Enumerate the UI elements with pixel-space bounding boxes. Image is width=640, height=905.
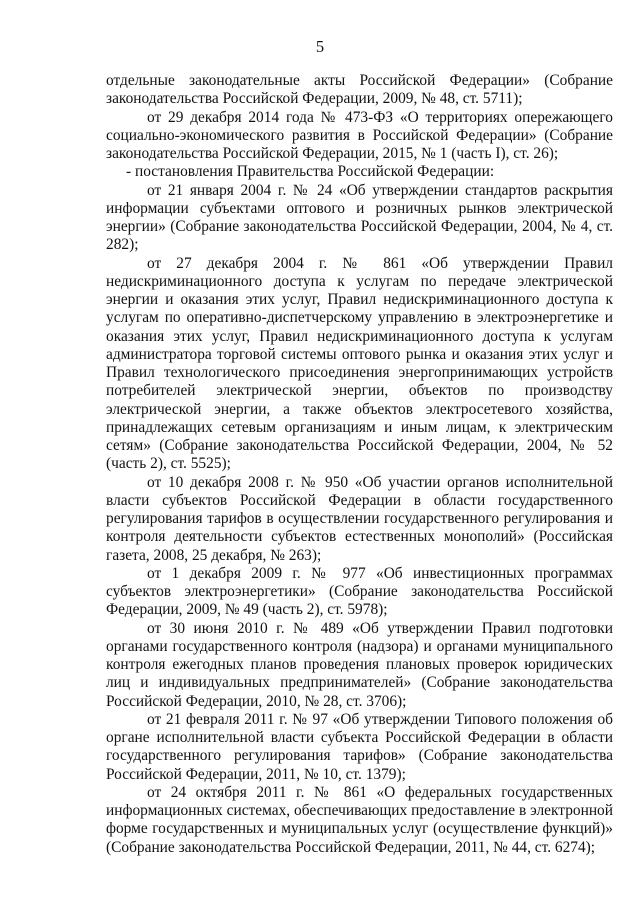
paragraph: отдельные законодательные акты Российской Федерации» (Собрание законодательства Российской Федерации, 2009, № 48, ст. 5711); [106,72,613,108]
page-number: 5 [315,37,325,56]
paragraph: от 21 января 2004 г. № 24 «Об утверждении стандартов раскрытия информации субъектами оптового и розничных рынков электрической энергии» (Собрание законодательства Российской Федерации, 2004, № 4, ст. 282); [106,181,613,254]
paragraph: от 24 октября 2011 г. № 861 «О федеральных государственных информационных системах, обеспечивающих предоставление в электронной форме государственных и муниципальных услуг (осуществление функций)» (Собрание законодательства Российской Федерации, 2011, № 44, ст. 6274); [106,783,613,856]
document-body [106,72,613,857]
paragraph: от 30 июня 2010 г. № 489 «Об утверждении Правил подготовки органами государственного контроля (надзора) и органами муниципального контроля ежегодных планов проведения плановых проверок юридических лиц и индивидуальных предпринимателей» (Собрание законодательства Российской Федерации, 2010, № 28, ст. 3706); [106,619,613,710]
paragraph: от 10 декабря 2008 г. № 950 «Об участии органов исполнительной власти субъектов Российской Федерации в области государственного регулирования тарифов в осуществлении государственного регулирования и контроля деятельности субъектов естественных монополий» (Российская газета, 2008, 25 декабря, № 263); [106,473,613,564]
paragraph: от 29 декабря 2014 года № 473-ФЗ «О территориях опережающего социально-экономического развития в Российской Федерации» (Собрание законодательства Российской Федерации, 2015, № 1 (часть I), ст. 26); [106,108,613,162]
paragraph: - постановления Правительства Российской Федерации: [126,163,495,181]
paragraph: от 27 декабря 2004 г. № 861 «Об утверждении Правил недискриминационного доступа к услугам по передаче электрической энергии и оказания этих услуг, Правил недискриминационного доступа к услугам по оперативно-диспетчерскому управлению в электроэнергетике и оказания этих услуг, Правил недискриминационного доступа к услугам администратора торговой системы оптового рынка и оказания этих услуг и Правил технологического присоединения энергопринимающих устройств потребителей электрической энергии, объектов по производству электрической энергии, а также объектов электросетевого хозяйства, принадлежащих сетевым организациям и иным лицам, к электрическим сетям» (Собрание законодательства Российской Федерации, 2004, № 52 (часть 2), ст. 5525); [106,254,613,473]
paragraph: от 1 декабря 2009 г. № 977 «Об инвестиционных программах субъектов электроэнергетики» (Собрание законодательства Российской Федерации, 2009, № 49 (часть 2), ст. 5978); [106,564,613,619]
paragraph: от 21 февраля 2011 г. № 97 «Об утверждении Типового положения об органе исполнительной власти субъекта Российской Федерации в области государственного регулирования тарифов» (Собрание законодательства Российской Федерации, 2011, № 10, ст. 1379); [106,710,613,783]
